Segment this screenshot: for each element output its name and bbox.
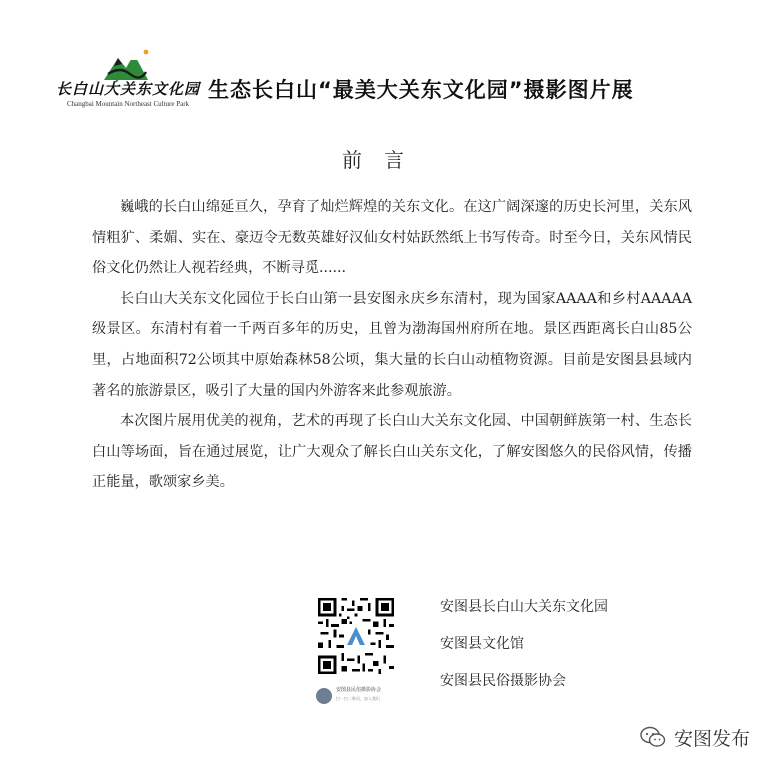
watermark-text: 安图发布 <box>673 727 750 750</box>
page-title: 生态长白山“最美大关东文化园”摄影图片展 <box>208 78 634 102</box>
organizer-item: 安图县民俗摄影协会 <box>440 673 566 689</box>
organizer-item: 安图县长白山大关东文化园 <box>440 599 608 615</box>
logo-name-en: Changbai Mountain Northeast Culture Park <box>66 100 190 108</box>
preface-paragraph: 长白山大关东文化园位于长白山第一县安图永庆乡东清村，现为国家AAAA和乡村AAAAA级景区。东清村有着一千两百多年的历史，且曾为渤海国州府所在地。景区西距离长白山85公里，占地面积72公顷其中原始森林58公顷，集大量的长白山动植物资源。目前是安图县县域内著名的旅游景区，吸引了大量的国内外游客来此参观旅游。 <box>92 290 692 399</box>
organizer-list <box>440 596 700 707</box>
qr-caption <box>316 684 406 708</box>
qr-code-icon <box>318 598 394 674</box>
organizer-item: 安图县文化馆 <box>440 636 524 652</box>
qr-caption-title: 安图县民俗摄影协会 <box>336 687 382 693</box>
logo <box>48 44 208 114</box>
logo-name-cn: 长白山大关东文化园 <box>55 80 200 98</box>
preface-paragraph: 巍峨的长白山绵延亘久，孕育了灿烂辉煌的关东文化。在这广阔深邃的历史长河里，关东风情粗犷、柔媚、实在、豪迈令无数英雄好汉仙女村姑跃然纸上书写传奇。时至今日，关东风情民俗文化仍然让人视若经典，不断寻觅...... <box>92 199 692 277</box>
preface-heading: 前言 <box>342 148 426 172</box>
preface-body <box>92 192 692 498</box>
qr-caption-subtitle: 扫一扫二维码，加入我们 <box>336 696 380 701</box>
wechat-icon <box>640 726 666 748</box>
preface-paragraph: 本次图片展用优美的视角，艺术的再现了长白山大关东文化园、中国朝鲜族第一村、生态长白山等场面，旨在通过展览，让广大观众了解长白山关东文化，了解安图悠久的民俗风情，传播正能量，歌颂家乡美。 <box>92 413 692 491</box>
watermark <box>640 724 750 750</box>
avatar <box>316 688 332 704</box>
